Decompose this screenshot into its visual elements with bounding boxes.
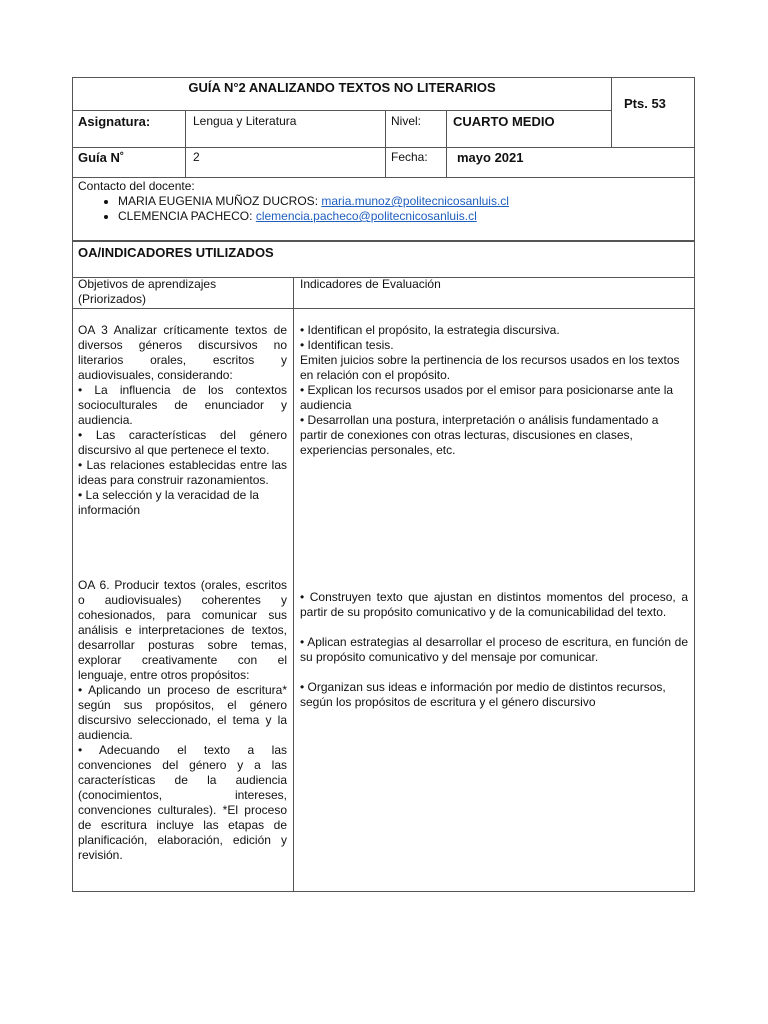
oa3-indicator: • Identifican el propósito, la estrategia discursiva. (300, 323, 560, 337)
contact-item (118, 209, 692, 224)
oa3-objective (78, 323, 287, 518)
oa3-indicator: • Identifican tesis. (300, 338, 394, 352)
oa6-indicators (300, 590, 688, 710)
subject-label: Asignatura: (78, 114, 151, 129)
oa6-item: • Aplicando un proceso de escritura* según sus propósitos, el género discursivo seleccionado, el tema y la audiencia. (78, 683, 287, 742)
level-value: CUARTO MEDIO (453, 114, 555, 129)
oa3-indicator: • Desarrollan una postura, interpretación o análisis fundamentado a partir de conexiones con otras lecturas, discusiones en clases, experiencias personales, etc. (300, 413, 659, 457)
date-label: Fecha: (391, 150, 428, 164)
oa3-item: • Las relaciones establecidas entre las ideas para construir razonamientos. (78, 458, 287, 487)
subject-value: Lengua y Literatura (193, 114, 297, 128)
col-objectives-header: Objetivos de aprendizajes (Priorizados) (78, 277, 217, 306)
contact-list (72, 194, 692, 224)
oa3-item: • La selección y la veracidad de la información (78, 488, 259, 517)
teacher-email-link[interactable]: maria.munoz@politecnicosanluis.cl (321, 194, 509, 208)
oa6-intro: OA 6. Producir textos (orales, escritos o audiovisuales) coherentes y cohesionados, para comunicar sus análisis e interpretaciones de textos, desarrollar posturas sobre temas, explorar creativamente con el lenguaje, entre otros propósitos: (78, 578, 287, 682)
oa3-indicators (300, 323, 688, 458)
oa-heading: OA/INDICADORES UTILIZADOS (78, 245, 274, 260)
oa6-indicator: • Organizan sus ideas e información por medio de distintos recursos, según los propósitos de escritura y el género discursivo (300, 680, 666, 709)
date-value: mayo 2021 (457, 150, 524, 165)
oa6-item: • Adecuando el texto a las convenciones del género y a las características de la audiencia (conocimientos, intereses, convenciones culturales). *El proceso de escritura incluye las etapas de planificación, elaboración, edición y revisión. (78, 743, 287, 862)
oa3-indicator: Emiten juicios sobre la pertinencia de los recursos usados en los textos en relación con el propósito. (300, 353, 680, 382)
points-total: Pts. 53 (624, 96, 666, 111)
guide-title: GUÍA N°2 ANALIZANDO TEXTOS NO LITERARIOS (188, 80, 496, 95)
col-indicators-header: Indicadores de Evaluación (300, 277, 441, 291)
contact-item (118, 194, 692, 209)
oa3-item: • La influencia de los contextos socioculturales de enunciador y audiencia. (78, 383, 287, 427)
teacher-name: CLEMENCIA PACHECO: (118, 209, 256, 223)
oa6-objective (78, 578, 287, 863)
oa3-intro: OA 3 Analizar críticamente textos de diversos géneros discursivos no literarios orales, escritos y audiovisuales, considerando: (78, 323, 287, 382)
guide-number-value: 2 (193, 150, 200, 164)
oa3-item: • Las características del género discursivo al que pertenece el texto. (78, 428, 287, 457)
oa3-indicator: • Explican los recursos usados por el emisor para posicionarse ante la audiencia (300, 383, 674, 412)
oa6-indicator: • Aplican estrategias al desarrollar el proceso de escritura, en función de su propósito comunicativo y del mensaje por comunicar. (300, 635, 688, 664)
contact-label: Contacto del docente: (78, 179, 195, 193)
oa6-indicator: • Construyen texto que ajustan en distintos momentos del proceso, a partir de su propósito comunicativo y de la comunicabilidad del texto. (300, 590, 688, 619)
teacher-name: MARIA EUGENIA MUÑOZ DUCROS: (118, 194, 322, 208)
guide-number-label: Guía N˚ (78, 150, 125, 165)
points-cell (611, 77, 695, 148)
level-label: Nivel: (391, 114, 422, 128)
teacher-email-link[interactable]: clemencia.pacheco@politecnicosanluis.cl (255, 209, 477, 223)
